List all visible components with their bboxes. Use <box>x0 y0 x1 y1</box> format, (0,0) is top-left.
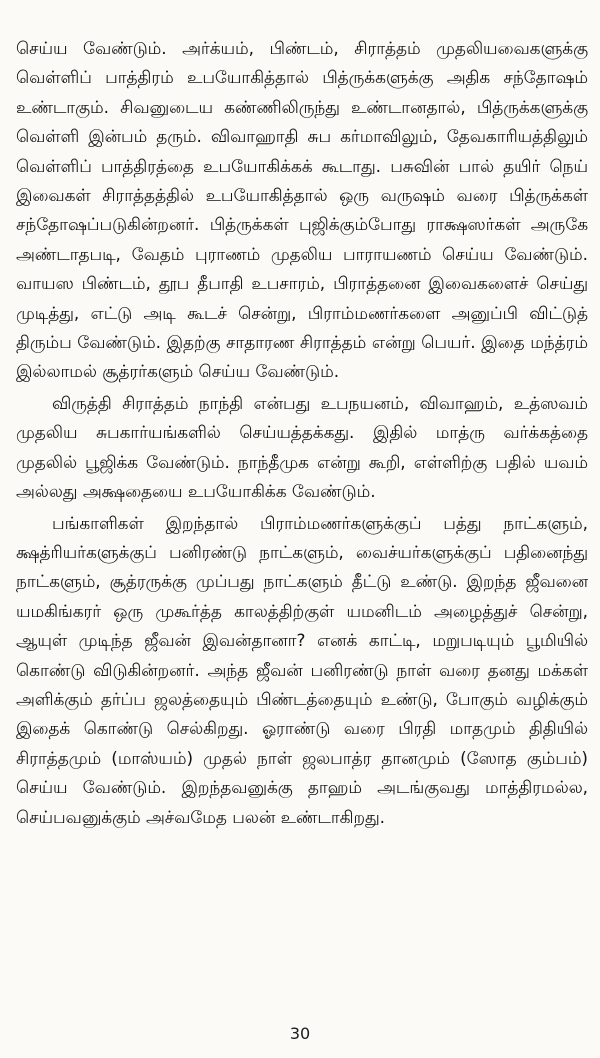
paragraph-vriddhi-shraddha: விருத்தி சிராத்தம் நாந்தி என்பது உபநயனம், விவாஹம், உத்ஸவம் முதலிய சுபகார்யங்களில் செய்யத்தக்கது. இதில் மாத்ரு வர்க்கத்தை முதலில் பூஜிக்க வேண்டும். நாந்தீமுக என்று கூறி, எள்ளிற்கு பதில் யவம் அல்லது அக்ஷதையை உபயோகிக்க வேண்டும். <box>16 392 588 502</box>
paragraph-continuation: செய்ய வேண்டும். அர்க்யம், பிண்டம், சிராத்தம் முதலியவைகளுக்கு வெள்ளிப் பாத்திரம் உபயோகித்தால் பித்ருக்களுக்கு அதிக சந்தோஷம் உண்டாகும். சிவனுடைய கண்ணிலிருந்து உண்டானதால், பித்ருக்களுக்கு வெள்ளி இன்பம் தரும். விவாஹாதி சுப கர்மாவிலும், தேவகாரியத்திலும் வெள்ளிப் பாத்திரத்தை உபயோகிக்கக் கூடாது. பசுவின் பால் தயிர் நெய் இவைகள் சிராத்தத்தில் உபயோகித்தால் ஒரு வருஷம் வரை பித்ருக்கள் சந்தோஷப்படுகின்றனர். பித்ருக்கள் புஜிக்கும்போது ராக்ஷஸர்கள் அருகே அண்டாதபடி, வேதம் புராணம் முதலிய பாராயணம் செய்ய வேண்டும். வாயஸ பிண்டம், தூப தீபாதி உபசாரம், பிராத்தனை இவைகளைச் செய்து முடித்து, எட்டு அடி கூடச் சென்று, பிராம்மணர்களை அனுப்பி விட்டுத் திரும்ப வேண்டும். இதற்கு சாதாரண சிராத்தம் என்று பெயர். இதை மந்த்ரம் இல்லாமல் சூத்ரர்களும் செய்ய வேண்டும். <box>16 38 588 382</box>
page-body <box>16 34 588 832</box>
paragraph-mourning-period: பங்காளிகள் இறந்தால் பிராம்மணர்களுக்குப் பத்து நாட்களும், க்ஷத்ரியர்களுக்குப் பனிரண்டு நாட்களும், வைச்யர்களுக்குப் பதினைந்து நாட்களும், சூத்ரருக்கு முப்பது நாட்களும் தீட்டு உண்டு. இறந்த ஜீவனை யமகிங்கரர் ஒரு முகூர்த்த காலத்திற்குள் யமனிடம் அழைத்துச் சென்று, ஆயுள் முடிந்த ஜீவன் இவன்தானா? எனக் காட்டி, மறுபடியும் பூமியில் கொண்டு விடுகின்றனர். அந்த ஜீவன் பனிரண்டு நாள் வரை தனது மக்கள் அளிக்கும் தர்ப்ப ஜலத்தையும் பிண்டத்தையும் உண்டு, போகும் வழிக்கும் இதைக் கொண்டு செல்கிறது. ஓராண்டு வரை பிரதி மாதமும் திதியில் சிராத்தமும் (மாஸ்யம்) முதல் நாள் ஜலபாத்ர தானமும் (ஸோத கும்பம்) செய்ய வேண்டும். இறந்தவனுக்கு தாஹம் அடங்குவது மாத்திரமல்ல, செய்பவனுக்கும் அச்வமேத பலன் உண்டாகிறது. <box>16 512 588 827</box>
page-number: 30 <box>289 1024 311 1043</box>
